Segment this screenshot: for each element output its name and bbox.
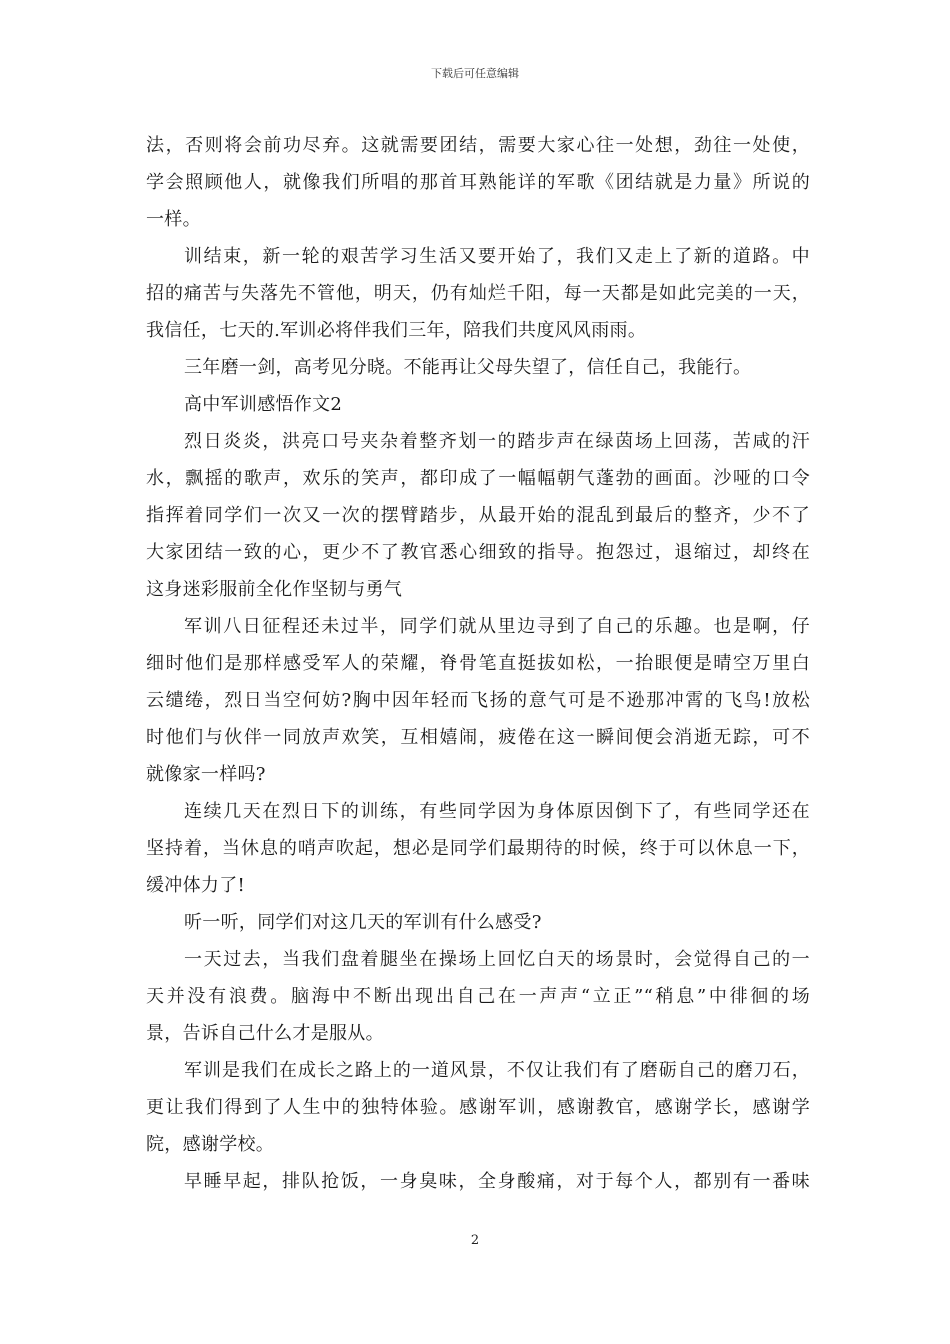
text-line: 大家团结一致的心，更少不了教官悉心细致的指导。抱怨过，退缩过，却终在 [146,542,810,563]
text-line: 细时他们是那样感受军人的荣耀，脊骨笔直挺拔如松，一抬眼便是晴空万里白 [146,653,810,674]
text-line: 指挥着同学们一次又一次的摆臂踏步，从最开始的混乱到最后的整齐，少不了 [146,505,810,526]
text-line: 训结束，新一轮的艰苦学习生活又要开始了，我们又走上了新的道路。中 [184,246,810,267]
text-line: 三年磨一剑，高考见分晓。不能再让父母失望了，信任自己，我能行。 [184,357,752,378]
text-line: 我信任，七天的.军训必将伴我们三年，陪我们共度风风雨雨。 [146,320,647,341]
text-line: 水，飘摇的歌声，欢乐的笑声，都印成了一幅幅朝气蓬勃的画面。沙哑的口令 [146,468,810,489]
text-line: 军训是我们在成长之路上的一道风景，不仅让我们有了磨砺自己的磨刀石， [184,1060,810,1081]
text-line: 早睡早起，排队抢饭，一身臭味，全身酸痛，对于每个人，都别有一番味 [184,1171,810,1192]
text-line: 连续几天在烈日下的训练，有些同学因为身体原因倒下了，有些同学还在 [184,801,810,822]
text-line: 一天过去，当我们盘着腿坐在操场上回忆白天的场景时，会觉得自己的一 [184,949,810,970]
text-line: 缓冲体力了! [146,875,246,896]
text-line: 坚持着，当休息的哨声吹起，想必是同学们最期待的时候，终于可以休息一下， [146,838,810,859]
text-line: 招的痛苦与失落先不管他，明天，仍有灿烂千阳，每一天都是如此完美的一天， [146,283,810,304]
text-line: 就像家一样吗? [146,764,266,785]
text-line: 云缱绻，烈日当空何妨?胸中因年轻而飞扬的意气可是不逊那冲霄的飞鸟!放松 [146,690,810,711]
text-line: 这身迷彩服前全化作坚韧与勇气 [146,579,403,600]
text-line: 军训八日征程还未过半，同学们就从里边寻到了自己的乐趣。也是啊，仔 [184,616,810,637]
text-line: 时他们与伙伴一同放声欢笑，互相嬉闹，疲倦在这一瞬间便会消逝无踪，可不 [146,727,810,748]
text-line: 院，感谢学校。 [146,1134,275,1155]
page-header: 下载后可任意编辑 [431,67,519,80]
text-line: 学会照顾他人，就像我们所唱的那首耳熟能详的军歌《团结就是力量》所说的 [146,172,810,193]
document-body [146,127,810,1200]
text-line: 烈日炎炎，洪亮口号夹杂着整齐划一的踏步声在绿茵场上回荡，苦咸的汗 [184,431,810,452]
text-line: 更让我们得到了人生中的独特体验。感谢军训，感谢教官，感谢学长，感谢学 [146,1097,810,1118]
text-line: 天并没有浪费。脑海中不断出现出自己在一声声“立正”“稍息”中徘徊的场 [146,986,810,1007]
text-line: 法，否则将会前功尽弃。这就需要团结，需要大家心往一处想，劲往一处使， [146,135,810,156]
text-line: 听一听，同学们对这几天的军训有什么感受? [184,912,542,933]
text-line: 高中军训感悟作文2 [184,394,343,415]
text-line: 景，告诉自己什么才是服从。 [146,1023,384,1044]
page-number: 2 [470,1233,480,1248]
text-line: 一样。 [146,209,201,230]
